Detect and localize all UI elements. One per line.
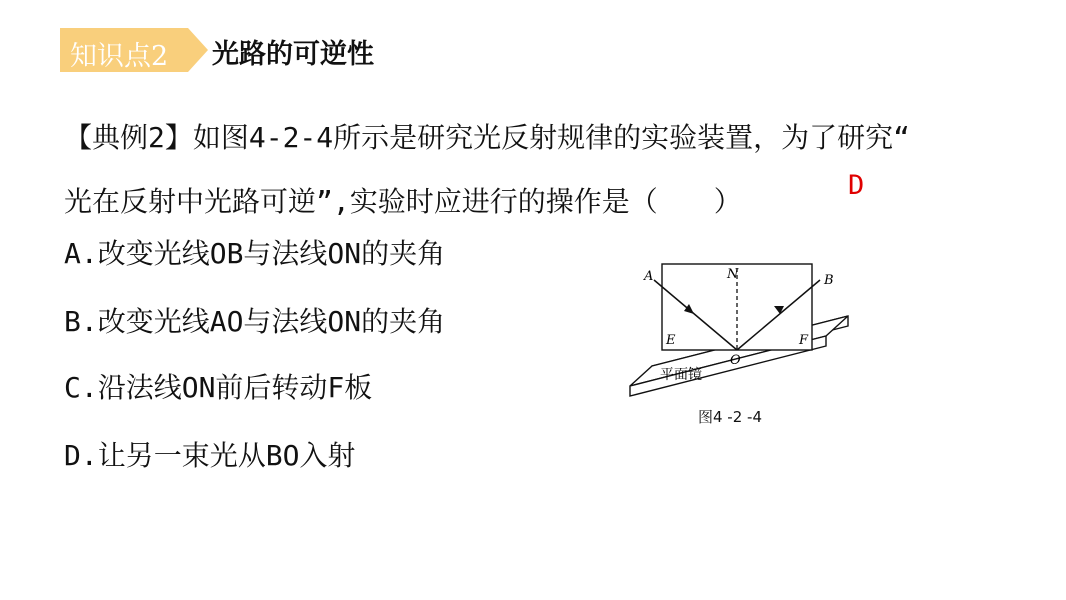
section-badge [60, 28, 210, 72]
question-line-1: 【典例2】如图4-2-4所示是研究光反射规律的实验装置，为了研究“ [64, 121, 911, 154]
badge-label: 知识点2 [70, 41, 169, 72]
question-line-2: 光在反射中光路可逆”,实验时应进行的操作是（ ） [64, 185, 742, 218]
option-c: C.沿法线ON前后转动F板 [64, 371, 373, 404]
label-a: A [644, 269, 654, 284]
label-n: N [727, 267, 739, 282]
option-b: B.改变光线AO与法线ON的夹角 [64, 305, 446, 338]
label-mirror: 平面镜 [660, 367, 702, 383]
section-title: 光路的可逆性 [212, 39, 374, 70]
option-a: A.改变光线OB与法线ON的夹角 [64, 237, 446, 270]
option-d: D.让另一束光从BO入射 [64, 439, 356, 472]
label-b: B [824, 273, 834, 288]
label-o: O [730, 353, 741, 368]
label-e: E [666, 333, 676, 348]
label-f: F [799, 333, 809, 348]
reflection-diagram-svg [622, 258, 862, 408]
answer-mark: D [848, 170, 865, 201]
question-text [64, 106, 1024, 234]
figure-caption: 图4 -2 -4 [698, 408, 762, 426]
